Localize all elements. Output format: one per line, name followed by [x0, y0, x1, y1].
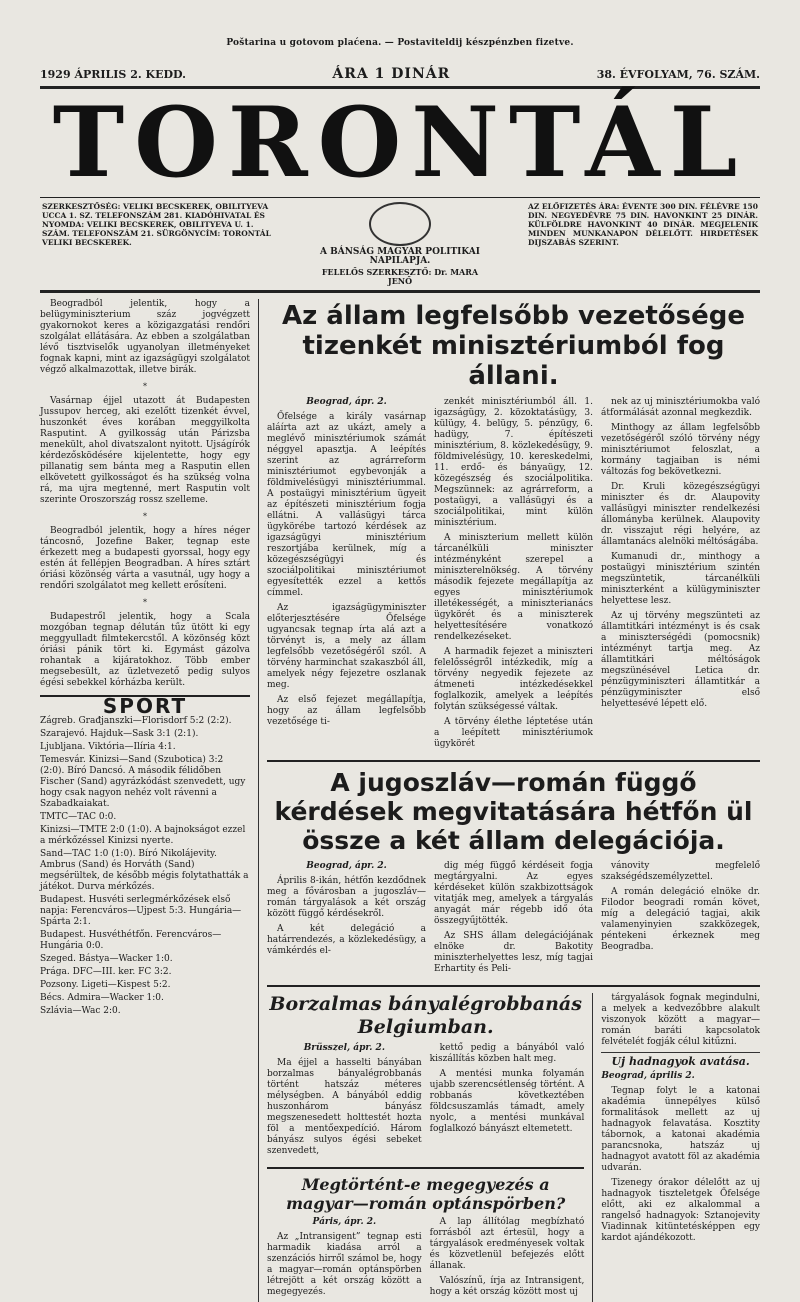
issue-date: 1929 ÁPRILIS 2. KEDD. [40, 68, 186, 81]
story-para: Az igazságügyminiszter előterjesztésére Őfelsége ugyancsak tegnap írta alá azt a törvényt is, a mely az állam legfelsőbb vezetőségéről szól. A törvény harminchat szakaszból áll, amelyek négy fejezetre oszlanak meg. [267, 603, 426, 690]
masthead-title: TORONTÁL [52, 86, 748, 199]
stamp-seal [369, 202, 431, 246]
sport-item: Budapest. Husvéti serlegmérkőzések első napja: Ferencváros—Ujpest 5:3. Hungária—Spárta 2:1. [40, 895, 242, 927]
contact-info: SZERKESZTŐSÉG: VELIKI BECSKEREK, OBILITYEVA UCCA 1. SZ. TELEFONSZÁM 281. KIADÓHIVATAL ÉS NYOMDA: VELIKI BECSKEREK, OBILITYEVA U. 1. SZÁM. TELEFONSZÁM 21. SÜRGÖNYCÍM: TORONTÁL VELIKI BECSKEREK. [42, 202, 271, 247]
story-para: tárgyalások fognak megindulni, a melyek a kedvezőbbre alakult viszonyok között a magyar—román baráti kapcsolatok felvételét fogják célul kitűzni. [601, 993, 760, 1047]
lower-stories [267, 993, 584, 1302]
story-para: A két delegáció a határrendezés, a közlekedésügy, a vámkérdés el- [267, 924, 426, 956]
section-divider [267, 760, 760, 762]
sport-item: Szeged. Bástya—Wacker 1:0. [40, 954, 173, 964]
story-para: Április 8-ikán, hétfőn kezdődnek meg a fővárosban a jugoszláv—román tárgyalások a két ország között függő kérdésekről. [267, 876, 426, 919]
story-dateline: Beograd, ápr. 2. [306, 861, 387, 871]
story-para: Kumanudi dr., minthogy a postaügyi minisztérium szintén megszüntetik, tárcanélküli miniszterként a külügyminiszter helyettese lesz. [601, 552, 760, 606]
divider-star: * [143, 512, 147, 521]
story-col [430, 1217, 585, 1302]
issue-volume: 38. ÉVFOLYAM, 76. SZÁM. [596, 68, 760, 81]
sport-item: Ljubljana. Viktória—Ilíria 4:1. [40, 742, 176, 752]
sport-item: Szarajevó. Hajduk—Sask 3:1 (2:1). [40, 729, 199, 739]
story-mine-explosion [267, 1043, 584, 1161]
news-item: Beogradból jelentik, hogy a belügyminiszterium száz jogvégzett gyakornokot keres a közigazgatási rendőri szolgálat ellátására. Az ebben a szolgálatban lévő tisztviselők ugyanolyan illetményeket fognak kapni, mint az igazságügyi szolgálatot végző alkalmazottak, illetve birák. [40, 299, 250, 375]
story-para: A harmadik fejezet a miniszteri felelősségről intézkedik, míg a törvény negyedik fejezete az átmeneti intézkedésekkel foglalkozik, amelyek a leépítés folytán szükségessé váltak. [434, 647, 593, 712]
story-ministries [267, 397, 760, 754]
story-col [434, 397, 593, 754]
headline-new-lieutenants: Uj hadnagyok avatása. [601, 1052, 760, 1067]
story-para: Ma éjjel a hasselti bányában borzalmas bányalégrobbanás történt hatszáz méteres mélységben. A bányából eddig huszonhárom bányász megszenesedett holttestét hozta föl a mentőexpedíció. Három bányász sulyos égési sebeket szenvedett, [267, 1058, 422, 1156]
story-dateline: Páris, ápr. 2. [312, 1217, 377, 1227]
story-dateline: Brüsszel, ápr. 2. [303, 1043, 385, 1053]
headline-ministries: Az állam legfelsőbb vezetősége tizenkét minisztériumból fog állani. [282, 301, 745, 391]
story-para: zenkét minisztériumból áll. 1. igazságügy, 2. közoktatásügy, 3. külügy, 4. belügy, 5. pénzügy, 6. hadügy, 7. építészeti minisztérium, 8. közlekedésügy, 9. földmivelésügy, 10. kereskedelmi, 11. erdő- és bányaügy, 12. közegészség és szociálpolitika. Megszünnek: az agrárreform, a postaügyi, a vallásügyi és a szociálpolitikai, mint külön minisztérium. [434, 397, 593, 528]
story-col [267, 1043, 422, 1161]
story-jugoslav-roman [267, 861, 760, 979]
masthead-center [310, 202, 490, 286]
story-para: Valószínű, írja az Intransigent, hogy a két ország között most uj [429, 1276, 585, 1297]
rule-under-info [40, 290, 760, 293]
story-para: vánovity megfelelő szakségédszemélyzettel. [601, 861, 760, 882]
story-dateline: Beograd, április 2. [601, 1071, 695, 1081]
left-news-column [40, 299, 259, 1302]
side-column [592, 993, 760, 1302]
story-col [430, 1043, 585, 1161]
lower-section [267, 993, 760, 1302]
story-para: Az első fejezet megállapítja, hogy az állam legfelsőbb vezetősége ti- [267, 695, 426, 727]
story-para: A román delegáció elnöke dr. Filodor beogradi román követ, míg a delegáció tagjai, akik valamenyinyien szakközegek, péntekeni érkeznek meg Beogradba. [601, 887, 760, 952]
story-para: kettő pedig a bányából való kiszállítás közben halt meg. [429, 1043, 585, 1064]
divider-star: * [143, 598, 147, 607]
sport-heading: SPORT [40, 695, 250, 712]
sport-results [40, 716, 250, 1017]
story-col [601, 397, 760, 754]
subscription-info: AZ ELŐFIZETÉS ÁRA: ÉVENTE 300 DIN. FÉLÉVRE 150 DIN. NEGYEDÉVRE 75 DIN. HAVONKINT 25 DINÁR. KÜLFÖLDRE HAVONKINT 40 DINÁR. MEGJELENIK MINDEN MUNKANAPON DÉLELŐTT. HIRDETÉSEK DIJSZABÁS SZERINT. [528, 202, 758, 247]
story-para: Tegnap folyt le a katonai akadémia ünnepélyes külső formalitások mellett az uj hadnagyok felavatása. Kosztity tábornok, a katonai akadémia parancsnoka, hatszáz uj hadnagyot avatott föl az akadémia udvarán. [601, 1086, 760, 1173]
tagline: A BÁNSÁG MAGYAR POLITIKAI NAPILAPJA. [319, 247, 480, 266]
news-item: Beogradból jelentik, hogy a híres néger táncosnő, Jozefine Baker, tegnap este érkezett meg a budapesti gyorssal, hogy egy estén át fellépjen Beogradban. A híres sztárt óriási közönség várta a vasutnál, ugy hogy a rendőri szolgálatot meg kellett erősíteni. [40, 526, 250, 591]
story-para: Az uj törvény megszünteti az államtitkári intézményt is és csak a miniszterségédi (pomocsnik) intézményt tartja meg. Az államtitkári méltóságok megszünésével Letica dr. pénzügyminiszteri államtitkár a pénzügyminiszter első helyettesévé lépett elő. [601, 611, 760, 709]
story-dateline: Beograd, ápr. 2. [306, 397, 387, 407]
sport-item: Zágreb. Građjanszki—Florisdorf 5:2 (2:2). [40, 716, 232, 726]
issue-price: ÁRA 1 DINÁR [332, 66, 451, 82]
sport-item: Budapest. Husvéthétfőn. Ferencváros—Hungária 0:0. [40, 930, 222, 951]
story-col [267, 861, 426, 979]
sport-item: Sand—TAC 1:0 (1:0). Bíró Nikolájevity. Ambrus (Sand) és Horváth (Sand) megsérültek, de később mégis folytathatták a játékot. Durva mérkőzés. [40, 849, 249, 892]
dateline-bar [30, 66, 770, 82]
story-para: A miniszterium mellett külön tárcanélküli miniszter intézményként szerepel a miniszterelnökség. A törvény második fejezete megállapítja az egyes minisztériumok illetékességét, a miniszterianács ügykörét és a miniszterek helyettesítésére vonatkozó rendelkezéseket. [434, 533, 593, 642]
news-item: Vasárnap éjjel utazott át Budapesten Jussupov herceg, aki ezelőtt tizenkét évvel, huszonkét éves korában meggyilkolta Rasputint. A gyilkosság után Párizsba menekült, ahol divatszalont nyitott. Ujságírók kérdezősködésére kijelentette, hogy egy pillanatig sem bánta meg a Rasputin ellen elkövetett gyilkosságot és ha szükség volna rá, ma ujra megtenné, mert Rasputin volt szerinte Oroszország rossz szelleme. [40, 396, 250, 505]
postal-note: Poštarina u gotovom plaćena. — Postaviteldij készpénzben fizetve. [226, 38, 574, 48]
masthead-info [30, 198, 770, 286]
story-para: nek az uj minisztériumokba való átformálását azonnal megkezdik. [601, 397, 760, 418]
story-col [601, 861, 760, 979]
story-para: A törvény élethe léptetése után a leépített minisztériumok ügykörét [434, 717, 593, 749]
page-body [30, 299, 770, 1302]
sport-item: Szlávia—Wac 2:0. [40, 1006, 121, 1016]
sport-item: Pozsony. Ligeti—Kispest 5:2. [40, 980, 171, 990]
story-col [267, 397, 426, 754]
divider-star: * [143, 382, 147, 391]
story-para: dig még függő kérdéseit fogja megtárgyalni. Az egyes kérdéseket külön szakbizottságok vitatják meg, amelyek a tárgyalás anyagát már régebb idő óta összegyűjtötték. [434, 861, 593, 926]
story-para: Dr. Kruli közegészségügyi miniszter és dr. Alaupovity vallásügyi miniszter rendelkezési állományba kerülnek. Alaupovity dr. visszajut régi helyére, az államtanács alelnöki méltóságába. [601, 482, 760, 547]
editor-line: FELELŐS SZERKESZTŐ: Dr. MARA JENŐ [321, 267, 479, 286]
sport-item: Temesvár. Kinizsi—Sand (Szubotica) 3:2 (2:0). Bíró Dancsó. A második félidőben Fischer (Sand) agyrázkódást szenvedett, ugy hogy csak nagyon nehéz volt rávenni a Szabadkaiakat. [40, 755, 246, 809]
headline-mine-explosion: Borzalmas bányalégrobbanás Belgiumban. [269, 993, 582, 1038]
sport-item: Prága. DFC—III. ker. FC 3:2. [40, 967, 172, 977]
story-para: A lap állítólag megbízható forrásból azt értesül, hogy a tárgyalások eredményesek voltak és közvetlenül befejezés előtt állanak. [429, 1217, 585, 1271]
sport-item: Kinizsi—TMTE 2:0 (1:0). A bajnokságot ezzel a mérkőzéssel Kinizsi nyerte. [40, 825, 246, 846]
headline-jugoslav-roman: A jugoszláv—román függő kérdések megvitatására hétfőn ül össze a két állam delegációja. [274, 768, 753, 855]
news-item: Budapestről jelentik, hogy a Scala mozgóban tegnap délután tűz ütött ki egy meggyulladt filmtekercstől. A közönség közt óriási pánik tört ki. Egymást gázolva rohantak a kijáratokhoz. Több ember megsebesült, az üzletvezető pedig sulyos égési sebekkel kórházba került. [40, 612, 250, 688]
story-col [434, 861, 593, 979]
sport-item: Bécs. Admira—Wacker 1:0. [40, 993, 164, 1003]
story-para: Őfelsége a király vasárnap aláírta azt az ukázt, amely a meglévő minisztériumok számát néggyel apasztja. A leépítés szerint az agrárreform minisztériumot egybevonják a földmivelésügyi minisztériummal. A postaügyi minisztérium ügyeit az építészeti minisztérium fogja ellátni. A vallásügyi tárca ügykörébe tartozó kérdések az igazságügyi minisztérium reszortjába kerülnek, míg a közegészségügyi és szociálpolitikai minisztériumot egyesítették ezzel a kettős címmel. [267, 412, 426, 598]
story-para: Minthogy az állam legfelsőbb vezetőségéről szóló törvény négy minisztériumot feloszlat, a kormány tagjaiban is némi változás fog bekövetkezni. [601, 423, 760, 477]
headline-optans: Megtörtént-e megegyezés a magyar—román optánspörben? [286, 1175, 566, 1213]
story-optans [267, 1217, 584, 1302]
story-para: A mentési munka folyamán ujabb szerencsétlenség történt. A robbanás következtében földcsuszamlás támadt, amely nyolc, a mentési munkával foglalkozó bányászt eltemetett. [429, 1069, 585, 1134]
story-para: Az „Intransigent” tegnap esti harmadik kiadása arról a szenzációs hirről számol be, hogy a magyar—román optánspörben létrejött a két ország között a megegyezés. [267, 1232, 422, 1297]
section-divider [267, 1167, 584, 1169]
sport-item: TMTC—TAC 0:0. [40, 812, 117, 822]
story-para: Az SHS állam delegációjának elnöke dr. Bakotity miniszterhelyettes lesz, míg tagjai Erhartity és Peli- [434, 931, 593, 974]
main-column [259, 299, 760, 1302]
story-para: Tizenegy órakor délelőtt az uj hadnagyok tiszteletgek Őfelsége előtt, aki ez alkalommal a rangelső hadnagyok: Sztanojevity Viadinnak kitüntetésképpen egy kardot ajándékozott. [601, 1178, 760, 1243]
story-col [267, 1217, 422, 1302]
section-divider [267, 985, 760, 987]
newspaper-page [30, 38, 770, 1297]
